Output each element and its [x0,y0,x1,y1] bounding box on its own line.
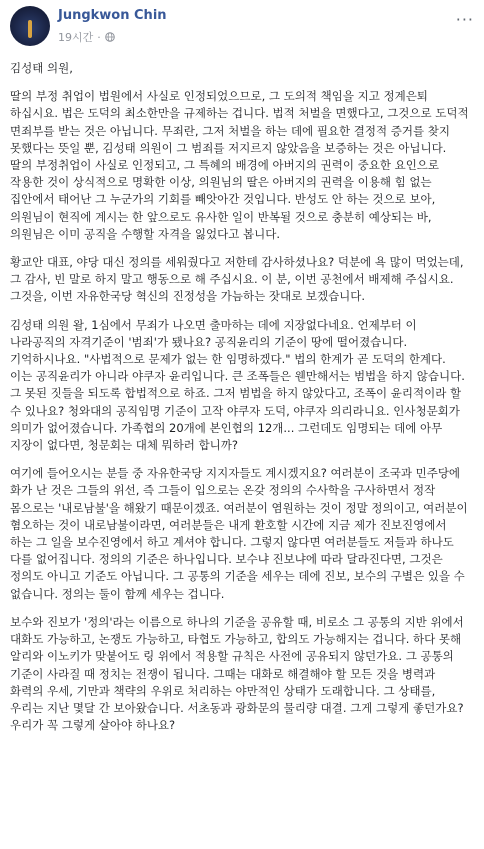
post-paragraph: 보수와 진보가 '정의'라는 이름으로 하나의 기준을 공유할 때, 비로소 그 공통의 지반 위에서 대화도 가능하고, 논쟁도 가능하고, 타협도 가능하고, 합의도 가능해지는 겁니다. 하다 못해 알리와 이노키가 맞붙어도 링 위에서 적용할 규칙은 사전에 공유되지 않던가요. 그 공통의 기준이 사라질 때 정치는 전쟁이 됩니다. 그때는 대화로 해결해야 할 모든 것을 병력과 화력의 우세, 기만과 책략의 우위로 처리하는 야만적인 상태가 도래합니다. 그 상태를, 우리는 지난 몇달 간 보아왔습니다. 서초동과 광화문의 물리량 대결. 그게 그렇게 좋던가요? 우리가 꼭 그렇게 살아야 하나요? [10,614,464,733]
more-options-icon[interactable]: ··· [455,10,474,29]
avatar[interactable] [10,6,50,46]
post-meta [58,29,115,45]
post-paragraph: 김성태 의원 왈, 1심에서 무죄가 나오면 출마하는 데에 지장없다네요. 언제부터 이 나라공직의 자격기준이 '범죄'가 됐나요? 공직윤리의 기준이 땅에 떨어졌습니다. 기억하시나요. "사법적으로 문제가 없는 한 임명하겠다." 법의 한계가 곧 도덕의 한계다. 이는 공직윤리가 아니라 야쿠자 윤리입니다. 큰 조폭들은 웬만해서는 범법을 하지 않습니다. 그 못된 짓들을 되도록 합법적으로 하죠. 그저 범법을 하지 않았다고, 조폭이 윤리적이라 할 수 있나요? 청와대의 공직임명 기준이 고작 야쿠자 도덕, 야쿠자 의리라니요. 인사청문회가 의미가 없어졌습니다. 가족협의 20개에 본인협의 12개... 그런데도 임명되는 데에 아무 지장이 없다면, 청문회는 대체 뭐하러 합니까? [10,317,465,453]
post-header [0,0,484,58]
post-paragraph: 딸의 부정 취업이 법원에서 사실로 인정되었으므로, 그 도의적 책임을 지고 정계은퇴 하십시요. 법은 도덕의 최소한만을 규제하는 겁니다. 법적 처벌을 면했다고, 그것으로 도덕적 면죄부를 받는 것은 아닙니다. 무죄란, 그저 처벌을 하는 데에 필요한 결정적 증거를 찾지 못했다는 뜻일 뿐, 김성태 의원이 그 범죄를 저지르지 않았음을 보증하는 것은 아닙니다. 딸의 부정취업이 사실로 인정되고, 그 특혜의 배경에 아버지의 권력이 중요한 요인으로 작용한 것이 상식적으로 명확한 이상, 의원님의 딸은 아버지의 권력을 이용해 힘 없는 집안에서 태어난 그 누군가의 기회를 빼앗아간 것입니다. 반성도 안 하는 것으로 보아, 의원님이 현직에 계시는 한 앞으로도 유사한 일이 반복될 것으로 충분히 예상되는 바, 의원님은 이미 공직을 수행할 자격을 잃었다고 봅니다. [10,89,469,241]
meta-separator: · [97,30,101,44]
post-timestamp[interactable]: 19시간 [58,31,94,44]
post-paragraph: 황교안 대표, 야당 대신 정의를 세워줬다고 저한테 감사하셨나요? 덕분에 욕 많이 먹었는데, 그 감사, 빈 말로 하지 말고 행동으로 해 주십시요. 이 분, 이번 공천에서 배제해 주십시요. 그것을, 이번 자유한국당 혁신의 진정성을 가늠하는 잣대로 보겠습니다. [10,255,464,304]
post-paragraph: 여기에 들어오시는 분들 중 자유한국당 지지자들도 계시겠지요? 여러분이 조국과 민주당에 화가 난 것은 그들의 위선, 즉 그들이 입으로는 온갖 정의의 수사학을 구사하면서 정작 몸으로는 '내로남불'을 해왔기 때문이겠죠. 여러분이 염원하는 것이 정말 정의이고, 여러분이 혐오하는 것이 내로남불이라면, 여러분들은 내게 환호할 시간에 지금 제가 진보진영에서 하는 그 일을 보수진영에서 하고 계셔야 합니다. 그렇지 않다면 여러분들도 저들과 하나도 다를 없어집니다. 정의의 기준은 하나입니다. 보수냐 진보냐에 따라 달라진다면, 그것은 정의도 아니고 기준도 아닙니다. 그 공통의 기준을 세우는 데에 진보, 보수의 구별은 있을 수 없습니다. 정의는 둘이 함께 세우는 겁니다. [10,466,468,601]
post-paragraph: 김성태 의원, [10,61,73,75]
post-body [10,60,470,745]
author-name[interactable]: Jungkwon Chin [58,8,167,23]
globe-icon[interactable] [105,32,115,42]
